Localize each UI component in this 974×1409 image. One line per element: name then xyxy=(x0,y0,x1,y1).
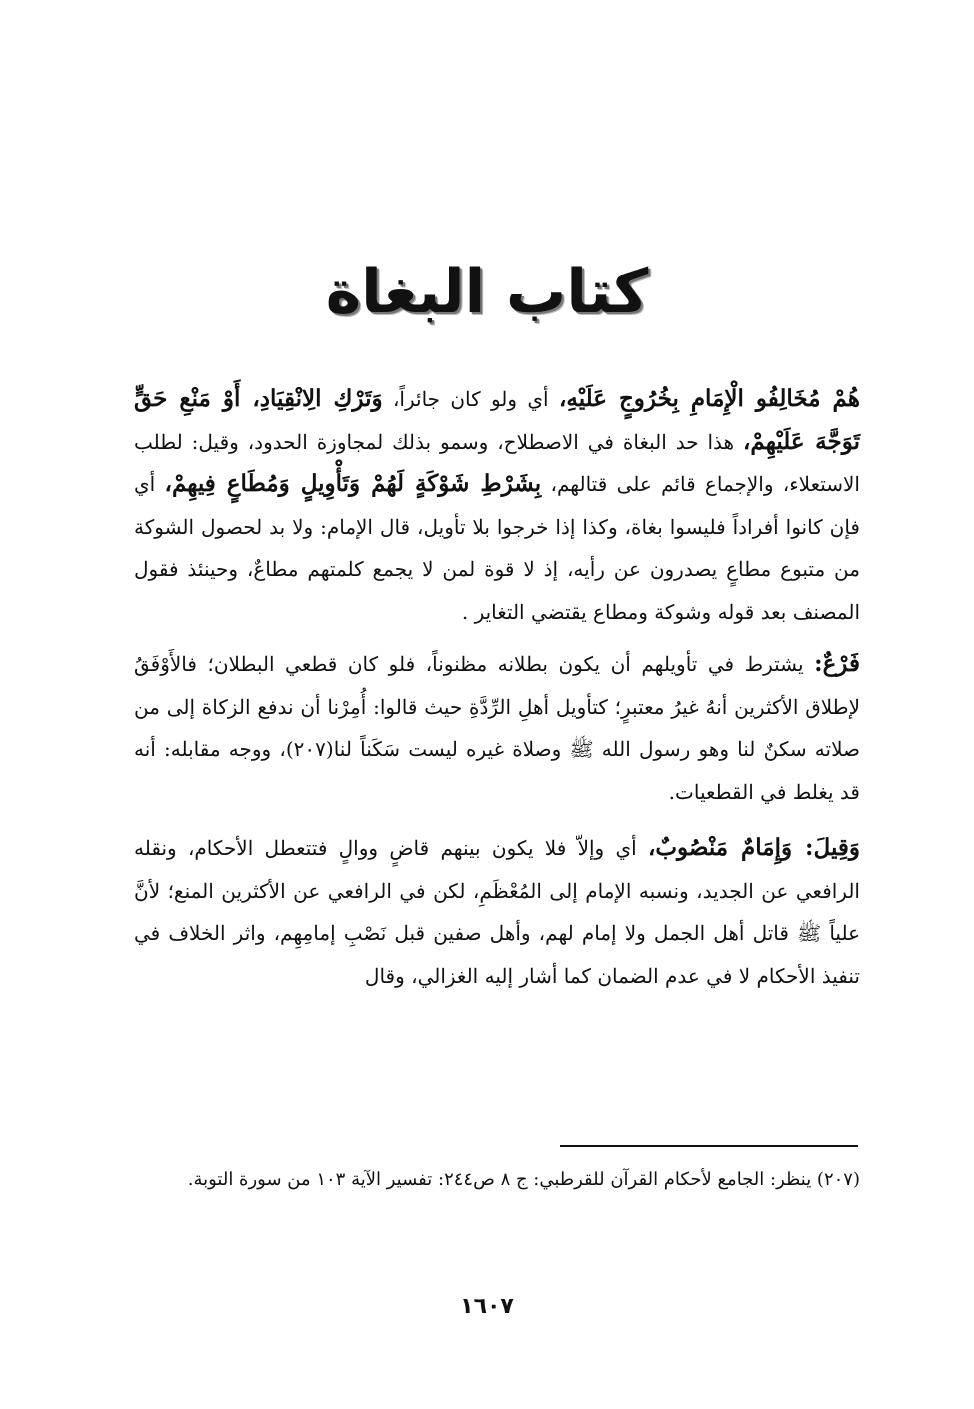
commentary-text: أي فإن كانوا أفراداً فليسوا بغاة، وكذا إذا خرجوا بلا تأويل، قال الإمام: ولا بد لحصول الشوكة من متبوع مطاعٍ يصدرون عن رأيه، إذ لا قوة لمن لا يجمع كلمتهم مطاعٌ، وحينئذ فقول المصنف بعد قوله وشوكة ومطاع يقتضي التغاير . xyxy=(134,472,860,624)
commentary-text: أي ولو كان جائراً، xyxy=(382,387,559,411)
commentary-text: هذا حد البغاة في الاصطلاح، وسمو بذلك لمجاوزة الحدود، وقيل: لطلب الاستعلاء، والإجماع قائم على قتالهم، xyxy=(134,429,860,496)
footnote: (٢٠٧) ينظر: الجامع لأحكام القرآن للقرطبي: ج ٨ ص٢٤٤: تفسير الآية ١٠٣ من سورة التوبة. xyxy=(187,1169,860,1190)
lemma-text: وَتَرْكِ الِانْقِيَادِ، أَوْ مَنْعِ حَقٍّ تَوَجَّهَ عَلَيْهِمْ، xyxy=(134,385,861,455)
paragraph xyxy=(134,827,860,997)
lemma-text: بِشَرْطِ شَوْكَةٍ لَهُمْ وَتَأْوِيلٍ وَمُطَاعٍ فِيهِمْ، xyxy=(164,470,542,497)
page-number: ١٦٠٧ xyxy=(460,1294,514,1319)
paragraph xyxy=(134,643,860,813)
commentary-text: يشترط في تأويلهم أن يكون بطلانه مظنوناً، فلو كان قطعي البطلان؛ فالأَوْفَقُ لإطلاق الأكثرين أنهُ غيرُ معتبرٍ؛ كتأويل أهلِ الرِّدَّةِ حيث قالوا: أُمِرْنا أن ندفع الزكاة إلى من صلاته سكنٌ لنا وهو رسول الله ﷺ وصلاة غيره ليست سَكَناً لنا(٢٠٧)، ووجه مقابله: أنه قد يغلط في القطعيات. xyxy=(134,652,861,804)
lemma-text: فَرْعٌ: xyxy=(814,650,860,677)
lemma-text: وَقِيلَ: وَإِمَامٌ مَنْصُوبٌ، xyxy=(647,834,860,861)
chapter-title: كتاب البغاة xyxy=(325,257,649,327)
main-text xyxy=(134,378,860,997)
lemma-text: هُمْ مُخَالِفُو الْإِمَامِ بِخُرُوجٍ عَلَيْهِ، xyxy=(558,385,860,412)
footnote-divider xyxy=(560,1145,858,1147)
commentary-text: أي وإلاّ فلا يكون بينهم قاضٍ ووالٍ فتتعطل الأحكام، ونقله الرافعي عن الجديد، ونسبه الإمام إلى المُعْظَمِ، لكن في الرافعي عن الأكثرين المنع؛ لأنَّ علياً ﷺ قاتل أهل الجمل ولا إمام لهم، وأهل صفين قبل نَصْبِ إمامِهِم، واثر الخلاف في تنفيذ الأحكام لا في عدم الضمان كما أشار إليه الغزالي، وقال xyxy=(134,836,860,988)
paragraph xyxy=(134,378,860,633)
